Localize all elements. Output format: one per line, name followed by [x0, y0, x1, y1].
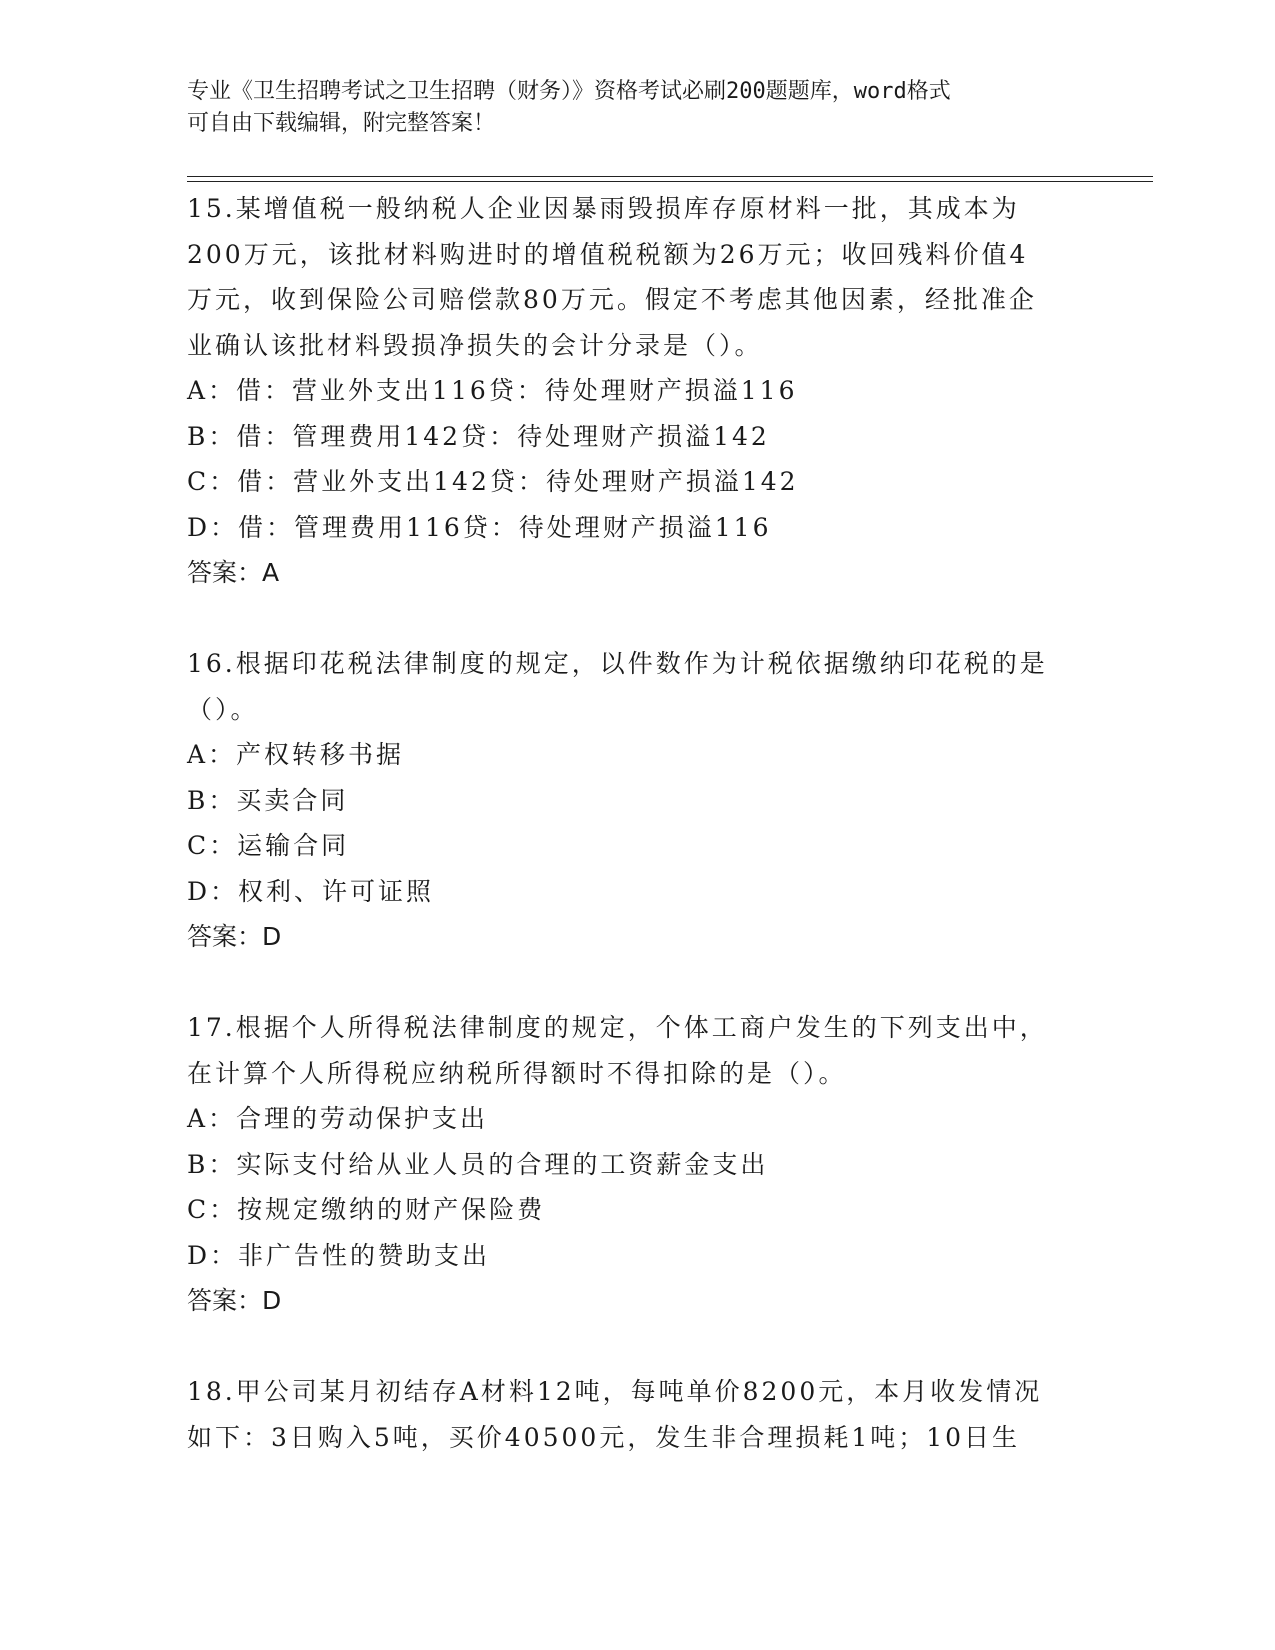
- header-title-line-1: 专业《卫生招聘考试之卫生招聘（财务）》资格考试必刷200题题库，word格式: [187, 79, 951, 104]
- header-divider-top: [187, 176, 1153, 177]
- question-spacer: [187, 596, 1087, 642]
- option-d: D：借：管理费用116贷：待处理财产损溢116: [187, 512, 772, 542]
- document-header: [187, 76, 1067, 140]
- question-text-line: 业确认该批材料毁损净损失的会计分录是（）。: [187, 330, 763, 360]
- answer-label: 答案：D: [187, 1286, 282, 1315]
- option-c: C：运输合同: [187, 831, 350, 860]
- question-text-line: 如下：3日购入5吨，买价40500元，发生非合理损耗1吨；10日生: [187, 1422, 1021, 1452]
- question-spacer: [187, 960, 1087, 1006]
- question-text-line: 200万元，该批材料购进时的增值税税额为26万元；收回残料价值4: [187, 239, 1029, 269]
- question-text-line: 15.某增值税一般纳税人企业因暴雨毁损库存原材料一批，其成本为: [187, 194, 1020, 223]
- option-a: A：合理的劳动保护支出: [187, 1104, 489, 1133]
- option-d: D：非广告性的赞助支出: [187, 1240, 491, 1270]
- option-b: B：买卖合同: [187, 785, 349, 815]
- option-b: B：借：管理费用142贷：待处理财产损溢142: [187, 421, 770, 451]
- option-c: C：借：营业外支出142贷：待处理财产损溢142: [187, 467, 799, 496]
- question-15: [187, 186, 1087, 596]
- header-divider-bottom: [187, 181, 1153, 182]
- question-text-line: 18.甲公司某月初结存A材料12吨，每吨单价8200元，本月收发情况: [187, 1377, 1043, 1406]
- header-title-line-2: 可自由下载编辑，附完整答案！: [187, 111, 496, 136]
- option-a: A：借：营业外支出116贷：待处理财产损溢116: [187, 376, 798, 405]
- question-text-line: （）。: [187, 694, 259, 724]
- option-d: D：权利、许可证照: [187, 876, 435, 906]
- option-a: A：产权转移书据: [187, 740, 405, 769]
- question-text-line: 16.根据印花税法律制度的规定，以件数作为计税依据缴纳印花税的是: [187, 649, 1048, 678]
- question-text-line: 在计算个人所得税应纳税所得额时不得扣除的是（）。: [187, 1058, 847, 1088]
- question-17: [187, 1005, 1087, 1324]
- question-text-line: 17.根据个人所得税法律制度的规定，个体工商户发生的下列支出中，: [187, 1013, 1048, 1042]
- question-16: [187, 641, 1087, 960]
- option-c: C：按规定缴纳的财产保险费: [187, 1195, 546, 1224]
- option-b: B：实际支付给从业人员的合理的工资薪金支出: [187, 1149, 769, 1179]
- question-text-line: 万元，收到保险公司赔偿款80万元。假定不考虑其他因素，经批准企: [187, 285, 1037, 314]
- question-spacer: [187, 1324, 1087, 1370]
- question-list: [187, 186, 1087, 1460]
- answer-label: 答案：D: [187, 922, 282, 951]
- answer-label: 答案：A: [187, 558, 280, 587]
- question-18: [187, 1369, 1087, 1460]
